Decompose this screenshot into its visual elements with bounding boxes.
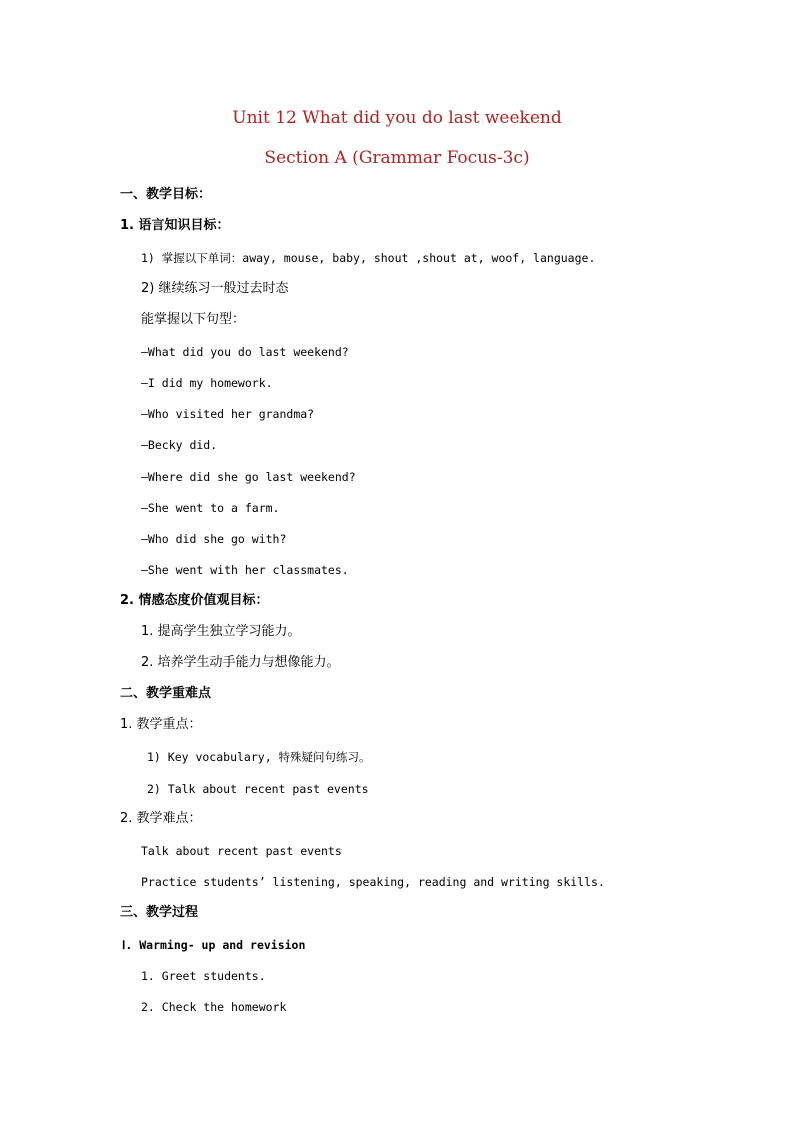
- emotion-objectives-heading: 2. 情感态度价值观目标：: [120, 593, 269, 608]
- dialogue-line: —She went to a farm.: [141, 501, 280, 515]
- teaching-focus-heading: 1. 教学重点：: [120, 717, 202, 732]
- emotion-item: 2. 培养学生动手能力与想像能力。: [141, 655, 340, 670]
- objectives-heading: 一、教学目标：: [120, 187, 212, 202]
- warming-up-heading: Ⅰ. Warming- up and revision: [122, 938, 306, 952]
- teaching-difficulty-heading: 2. 教学难点：: [120, 811, 202, 826]
- vocabulary-objective: 1) 掌握以下单词：away, mouse, baby, shout ,shout at, woof, language.: [141, 251, 596, 265]
- dialogue-line: —Who did she go with?: [141, 532, 287, 546]
- knowledge-objectives-heading: 1. 语言知识目标：: [120, 218, 230, 233]
- dialogue-line: —Becky did.: [141, 438, 218, 452]
- teaching-process-heading: 三、教学过程: [120, 905, 199, 920]
- dialogue-line: —Where did she go last weekend?: [141, 470, 356, 484]
- dialogue-line: —I did my homework.: [141, 376, 273, 390]
- key-points-heading: 二、教学重难点: [120, 686, 212, 701]
- section-subtitle: Section A (Grammar Focus-3c): [264, 148, 530, 168]
- dialogue-line: —What did you do last weekend?: [141, 345, 349, 359]
- process-item: 2. Check the homework: [141, 1000, 287, 1014]
- difficulty-item: Practice students’ listening, speaking, reading and writing skills.: [141, 875, 605, 889]
- document-title: Unit 12 What did you do last weekend: [232, 108, 562, 128]
- focus-item: 1) Key vocabulary, 特殊疑问句练习。: [147, 750, 371, 764]
- tense-objective: 2) 继续练习一般过去时态: [141, 281, 289, 296]
- focus-item: 2) Talk about recent past events: [147, 782, 369, 796]
- dialogue-line: —Who visited her grandma?: [141, 407, 315, 421]
- dialogue-line: —She went with her classmates.: [141, 563, 349, 577]
- sentence-patterns-intro: 能掌握以下句型：: [141, 312, 246, 327]
- process-item: 1. Greet students.: [141, 969, 266, 983]
- emotion-item: 1. 提高学生独立学习能力。: [141, 624, 301, 639]
- difficulty-item: Talk about recent past events: [141, 844, 342, 858]
